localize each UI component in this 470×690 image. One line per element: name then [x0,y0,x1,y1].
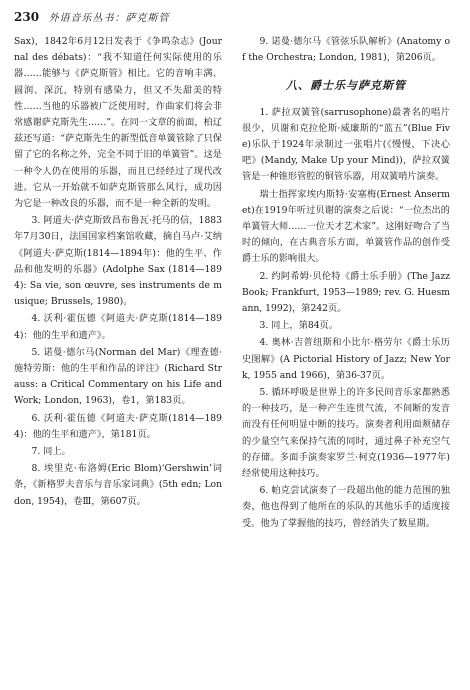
section-title: 八、爵士乐与萨克斯管 [286,79,406,93]
right-column [242,34,450,674]
note-paragraph: 2. 约阿希姆·贝伦特《爵士乐手册》(The Jazz Book; Frankfurt, 1953—1989; rev. G. Huesmann, 1992)，第242页。 [242,270,450,315]
note-paragraph: 4. 奥林·吉普纽斯和小比尔·格劳尔《爵士乐历史图解》(A Pictorial History of Jazz; New York, 1955 and 1966)，第36-37页。 [242,337,450,381]
running-title: 外语音乐丛书：萨克斯管 [48,13,170,24]
note-paragraph: 8. 埃里克·布洛姆(Eric Blom)‘Gershwin’词条，《新格罗夫音乐与音乐家词典》(5th edn; London, 1954)，卷Ⅲ，第607页。 [14,463,222,507]
note-paragraph: 4. 沃利·霍伍德《阿道夫·萨克斯(1814—1894)：他的生平和遗产》。 [14,313,222,341]
note-paragraph: 5. 循环呼吸是世界上的许多民间音乐家都熟悉的一种技巧，是一种产生连贯气流，不间断的发音而没有任何明显中断的技巧。演奏者利用面颊储存的少量空气来保持气流的同时，通过鼻子补充空气的存储。多面手演奏家罗兰·柯克(1936—1977年)经常使用这种技巧。 [242,387,450,480]
note-paragraph: 5. 诺曼·德尔马(Norman del Mar)《理查德·施特劳斯：他的生平和作品的评注》(Richard Strauss: a Critical Commentary on his Life and Work; London, 1963)，卷1，第183页。 [14,346,222,407]
note-paragraph: 瑞士指挥家埃内斯特·安塞梅(Ernest Ansermet)在1919年听过贝谢的演奏之后说：“一位杰出的单簧管大师……一位天才艺术家”。这刚好吻合了当时的倾向，在古典音乐方面，单簧管作品的创作受爵士乐的影响很大。 [242,188,450,265]
paragraph: Sax)，1842年6月12日发表于《争鸣杂志》(Journal des débats)：“我不知道任何实际使用的乐器……能够与《萨克斯管》相比。它的音响丰满、圆润、深沉，特别有感染力，但又不失甜美的特性……当他的乐器被广泛使用时，作曲家们将会非常感谢萨克斯先生……”。在同一文章的前面，柏辽兹还写道：“萨克斯先生的新型低音单簧管除了只保留了它的名称之外，完全不同于旧的单簧管”。这是一种令人仍在使用的乐器，而且已经经过了现代改进。它从一开始就不如萨克斯管那么风行，成功因为它是一种改良的乐器，而不是一种全新的发明。 [14,36,222,210]
note-paragraph: 9. 诺曼·德尔马《管弦乐队解析》(Anatomy of the Orchestra; London, 1981)，第206页。 [242,36,450,64]
note-paragraph: 3. 阿道夫·萨克斯致昌布鲁瓦·托马的信，1883年7月30日，法国国家档案馆收藏，摘自马卢·艾纳《阿道夫·萨克斯(1814—1894年)：他的生平、作品和他发明的乐器》(Adolphe Sax (1814—1894): Sa vie, son œuvre, ses instruments de musique; Brussels, 1980)。 [14,215,222,308]
page-number: 230 [14,10,40,24]
left-column [14,34,222,674]
note-paragraph: 3. 同上，第84页。 [259,320,338,332]
running-header [14,8,454,26]
note-paragraph: 6. 沃利·霍伍德《阿道夫·萨克斯(1814—1894)：他的生平和遗产》，第181页。 [14,412,222,440]
note-paragraph: 7. 同上。 [31,446,71,458]
note-paragraph: 1. 萨拉双簧管(sarrusophone)最著名的唱片很少，贝谢和克拉伦斯·威廉斯的“蓝五”(Blue Five)乐队于1924年录制过一张唱片(《慢慢，下决心吧》(Mandy, Make Up your Mind))，萨拉双簧管是一种锥形管腔的铜管乐器，用双簧哨片演奏。 [242,106,450,183]
note-paragraph: 6. 帕克尝试演奏了一段超出他的能力范围的独奏，他也得到了他所在的乐队的其他乐手的适度接受。他为了掌握他的技巧，曾经消失了数星期。 [242,485,450,529]
